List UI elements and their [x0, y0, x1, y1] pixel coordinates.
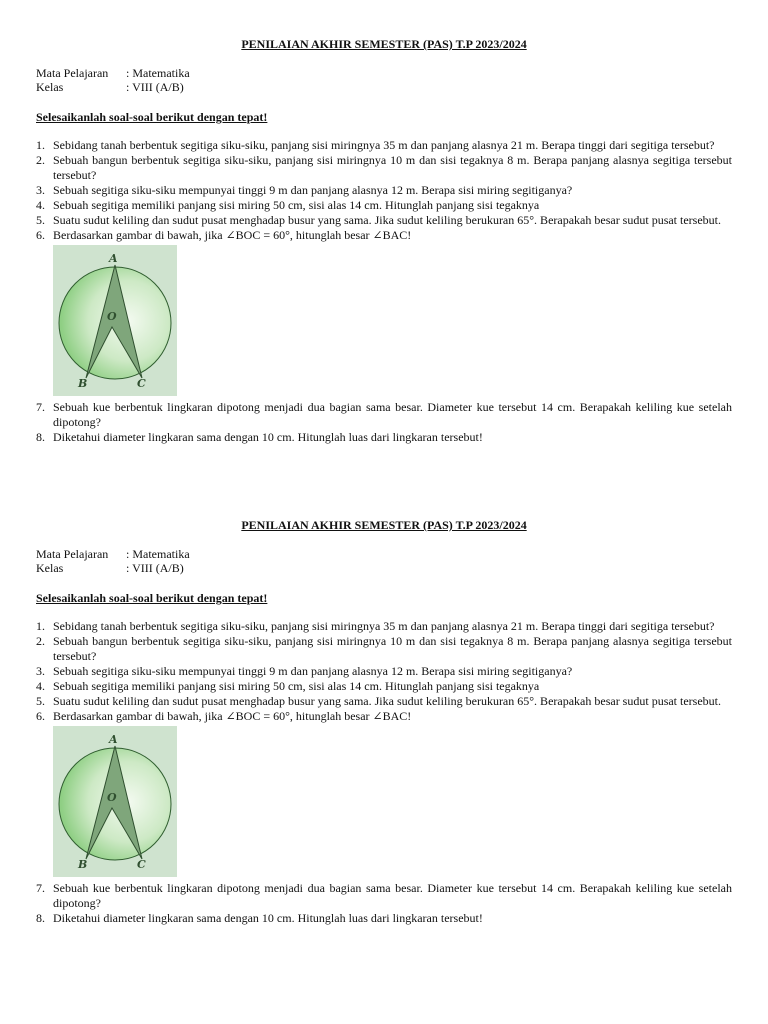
label-a: A	[109, 252, 118, 265]
question-text: Diketahui diameter lingkaran sama dengan 10 cm. Hitunglah luas dari lingkaran tersebut!	[53, 911, 483, 925]
question-item	[36, 694, 732, 709]
question-number: 8.	[36, 911, 45, 925]
question-number: 7.	[36, 881, 45, 895]
question-number: 7.	[36, 400, 45, 414]
question-item	[36, 881, 732, 911]
question-text: Sebuah kue berbentuk lingkaran dipotong menjadi dua bagian sama besar. Diameter kue tersebut 14 cm. Berapakah keliling kue setelah dipotong?	[53, 400, 732, 429]
question-text: Sebidang tanah berbentuk segitiga siku-siku, panjang sisi miringnya 35 m dan panjang alasnya 21 m. Berapa tinggi dari segitiga tersebut?	[53, 619, 715, 633]
question-item	[36, 198, 732, 213]
question-text: Sebuah kue berbentuk lingkaran dipotong menjadi dua bagian sama besar. Diameter kue tersebut 14 cm. Berapakah keliling kue setelah dipotong?	[53, 881, 732, 910]
question-item	[36, 138, 732, 153]
question-number: 5.	[36, 213, 45, 227]
inscribed-angle-diagram	[53, 726, 177, 877]
question-text: Sebuah bangun berbentuk segitiga siku-siku, panjang sisi miringnya 10 m dan sisi tegaknya 8 m. Berapa panjang alasnya segitiga tersebut tersebut?	[53, 634, 732, 663]
question-item	[36, 634, 732, 664]
question-number: 3.	[36, 183, 45, 197]
circle-figure	[53, 726, 177, 877]
label-o: O	[107, 310, 117, 323]
question-item	[36, 400, 732, 430]
question-item	[36, 228, 732, 243]
instruction: Selesaikanlah soal-soal berikut dengan tepat!	[36, 110, 268, 124]
meta-value: : VIII (A/B)	[126, 80, 184, 94]
question-item	[36, 619, 732, 634]
question-list	[36, 138, 732, 445]
question-number: 8.	[36, 430, 45, 444]
question-item	[36, 709, 732, 724]
question-text: Berdasarkan gambar di bawah, jika ∠BOC = 60°, hitunglah besar ∠BAC!	[53, 228, 412, 242]
label-b: B	[78, 858, 88, 871]
exam-sheet-2	[36, 517, 732, 926]
question-item	[36, 911, 732, 926]
question-number: 4.	[36, 679, 45, 693]
circle-figure	[53, 245, 177, 396]
question-text: Sebuah segitiga memiliki panjang sisi miring 50 cm, sisi alas 14 cm. Hitunglah panjang sisi tegaknya	[53, 679, 540, 693]
question-text: Diketahui diameter lingkaran sama dengan 10 cm. Hitunglah luas dari lingkaran tersebut!	[53, 430, 483, 444]
meta-value: : Matematika	[126, 547, 190, 561]
meta-subject	[36, 547, 732, 561]
meta-label: Mata Pelajaran	[36, 547, 109, 561]
question-text: Sebuah segitiga siku-siku mempunyai tinggi 9 m dan panjang alasnya 12 m. Berapa sisi miring segitiganya?	[53, 664, 573, 678]
label-c: C	[137, 858, 146, 871]
question-number: 2.	[36, 634, 45, 648]
question-number: 6.	[36, 709, 45, 723]
inscribed-angle-diagram	[53, 245, 177, 396]
question-number: 1.	[36, 138, 45, 152]
exam-sheet-1	[36, 36, 732, 445]
question-text: Sebuah segitiga memiliki panjang sisi miring 50 cm, sisi alas 14 cm. Hitunglah panjang sisi tegaknya	[53, 198, 540, 212]
question-number: 6.	[36, 228, 45, 242]
question-number: 3.	[36, 664, 45, 678]
label-c: C	[137, 377, 146, 390]
question-number: 2.	[36, 153, 45, 167]
label-a: A	[109, 733, 118, 746]
question-text: Suatu sudut keliling dan sudut pusat menghadap busur yang sama. Jika sudut keliling berukuran 65°. Berapakah besar sudut pusat tersebut.	[53, 213, 722, 227]
question-number: 1.	[36, 619, 45, 633]
meta-label: Kelas	[36, 80, 64, 94]
exam-title: PENILAIAN AKHIR SEMESTER (PAS) T.P 2023/2024	[241, 37, 527, 51]
question-text: Sebuah segitiga siku-siku mempunyai tinggi 9 m dan panjang alasnya 12 m. Berapa sisi miring segitiganya?	[53, 183, 573, 197]
label-b: B	[78, 377, 88, 390]
question-number: 5.	[36, 694, 45, 708]
question-number: 4.	[36, 198, 45, 212]
label-o: O	[107, 791, 117, 804]
meta-class	[36, 561, 732, 575]
exam-title: PENILAIAN AKHIR SEMESTER (PAS) T.P 2023/2024	[241, 518, 527, 532]
question-text: Suatu sudut keliling dan sudut pusat menghadap busur yang sama. Jika sudut keliling berukuran 65°. Berapakah besar sudut pusat tersebut.	[53, 694, 722, 708]
meta-label: Mata Pelajaran	[36, 66, 109, 80]
question-item	[36, 183, 732, 198]
meta-value: : Matematika	[126, 66, 190, 80]
question-item	[36, 153, 732, 183]
meta-value: : VIII (A/B)	[126, 561, 184, 575]
question-item	[36, 430, 732, 445]
meta-label: Kelas	[36, 561, 64, 575]
question-item	[36, 679, 732, 694]
question-item	[36, 664, 732, 679]
question-item	[36, 213, 732, 228]
question-text: Sebuah bangun berbentuk segitiga siku-siku, panjang sisi miringnya 10 m dan sisi tegaknya 8 m. Berapa panjang alasnya segitiga tersebut tersebut?	[53, 153, 732, 182]
meta-subject	[36, 66, 732, 80]
question-text: Berdasarkan gambar di bawah, jika ∠BOC = 60°, hitunglah besar ∠BAC!	[53, 709, 412, 723]
question-text: Sebidang tanah berbentuk segitiga siku-siku, panjang sisi miringnya 35 m dan panjang alasnya 21 m. Berapa tinggi dari segitiga tersebut?	[53, 138, 715, 152]
instruction: Selesaikanlah soal-soal berikut dengan tepat!	[36, 591, 268, 605]
question-list	[36, 619, 732, 926]
meta-class	[36, 80, 732, 94]
